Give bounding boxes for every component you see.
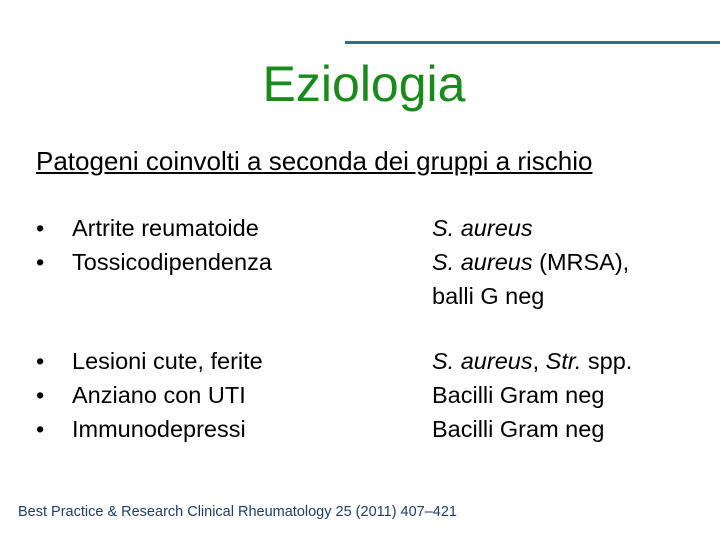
pathogen-name: Bacilli Gram neg <box>432 416 605 442</box>
pathogen-line <box>432 378 632 412</box>
risk-label: Artrite reumatoide <box>72 215 259 241</box>
pathogen-name: S. aureus <box>432 215 533 241</box>
list-item <box>36 344 263 378</box>
list-item <box>36 211 272 245</box>
pathogen-list-group-1 <box>432 211 629 313</box>
risk-label: Tossicodipendenza <box>72 249 272 275</box>
pathogen-name: Str. <box>545 348 582 374</box>
pathogen-separator: , <box>532 348 546 374</box>
pathogen-name: Bacilli Gram neg <box>432 382 605 408</box>
bullet-icon: • <box>36 249 45 275</box>
list-item <box>36 245 272 279</box>
bullet-icon: • <box>36 215 45 241</box>
risk-list-group-2 <box>36 344 263 446</box>
pathogen-name: balli G neg <box>432 283 545 309</box>
slide-subtitle: Patogeni coinvolti a seconda dei gruppi a rischio <box>36 146 593 176</box>
bullet-icon: • <box>36 382 45 408</box>
list-item <box>36 378 263 412</box>
pathogen-line <box>432 344 632 378</box>
risk-list-group-1 <box>36 211 272 279</box>
pathogen-note: (MRSA), <box>532 249 630 275</box>
pathogen-note: spp. <box>581 348 633 374</box>
pathogen-line <box>432 279 629 313</box>
risk-label: Anziano con UTI <box>72 382 246 408</box>
risk-label: Immunodepressi <box>72 416 246 442</box>
list-item <box>36 412 263 446</box>
pathogen-line <box>432 245 629 279</box>
journal-citation: Best Practice & Research Clinical Rheumatology 25 (2011) 407–421 <box>18 504 458 520</box>
bullet-icon: • <box>36 348 45 374</box>
pathogen-name: S. aureus <box>432 348 533 374</box>
top-divider-line <box>345 41 720 44</box>
pathogen-list-group-2 <box>432 344 632 446</box>
pathogen-name: S. aureus <box>432 249 533 275</box>
pathogen-line <box>432 412 632 446</box>
risk-label: Lesioni cute, ferite <box>72 348 263 374</box>
bullet-icon: • <box>36 416 45 442</box>
slide-title: Eziologia <box>262 56 466 112</box>
pathogen-line <box>432 211 629 245</box>
